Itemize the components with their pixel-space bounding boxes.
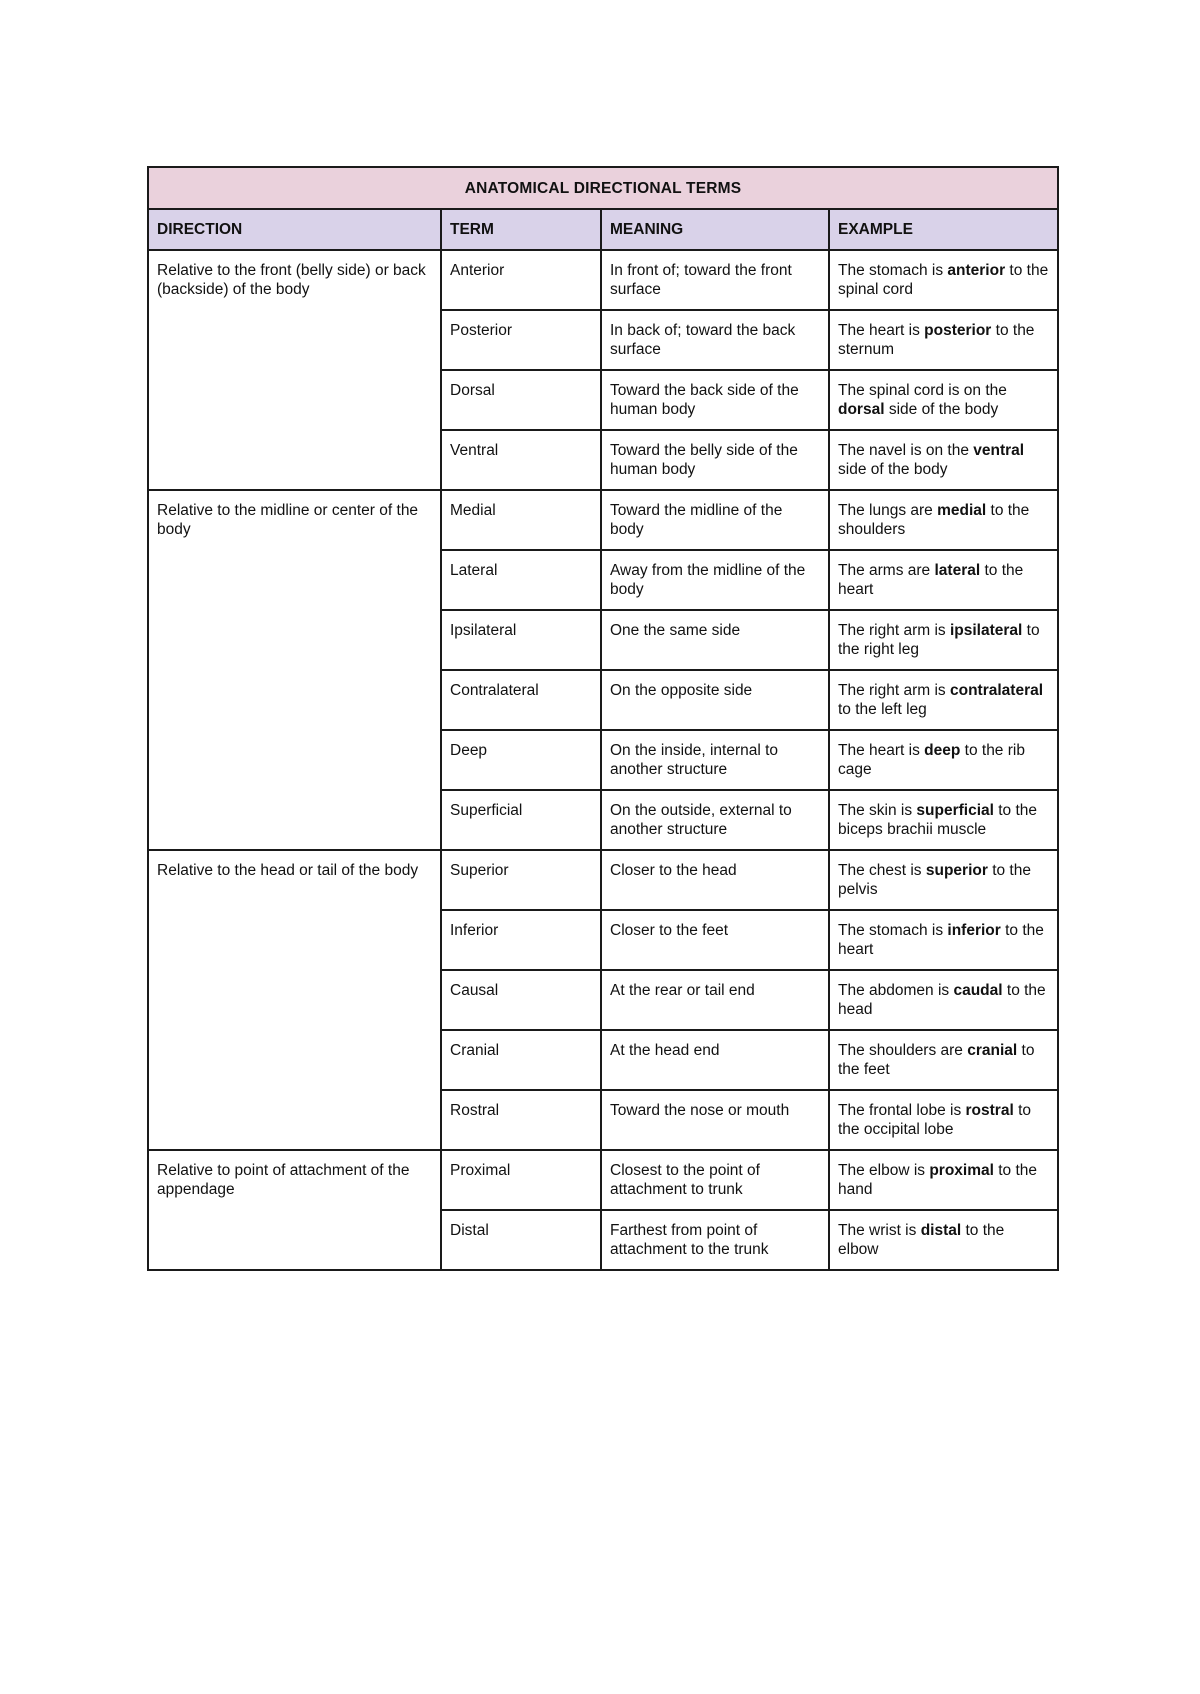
example-term-emphasis: dorsal (838, 401, 885, 418)
example-text: to the left leg (838, 701, 927, 718)
example-text: to the head (838, 982, 1046, 1018)
term-cell: Medial (441, 490, 601, 550)
example-cell (829, 550, 1058, 610)
example-text: to the right leg (838, 622, 1040, 658)
example-term-emphasis: rostral (965, 1102, 1014, 1119)
example-text: The stomach is (838, 922, 948, 939)
example-text: to the spinal cord (838, 262, 1049, 298)
meaning-cell: In back of; toward the back surface (601, 310, 829, 370)
direction-cell: Relative to the midline or center of the body (148, 490, 441, 850)
meaning-cell: One the same side (601, 610, 829, 670)
example-term-emphasis: anterior (947, 262, 1006, 279)
example-cell (829, 1030, 1058, 1090)
column-header-meaning: MEANING (601, 209, 829, 250)
meaning-cell: At the rear or tail end (601, 970, 829, 1030)
example-text: to the occipital lobe (838, 1102, 1031, 1138)
example-cell (829, 1090, 1058, 1150)
table-row (148, 490, 1058, 550)
example-cell (829, 490, 1058, 550)
example-text: to the sternum (838, 322, 1035, 358)
example-text: to the biceps brachii muscle (838, 802, 1038, 838)
meaning-cell: Closest to the point of attachment to trunk (601, 1150, 829, 1210)
column-header-term: TERM (441, 209, 601, 250)
example-term-emphasis: lateral (934, 562, 981, 579)
example-text: to the hand (838, 1162, 1038, 1198)
example-text: to the rib cage (838, 742, 1025, 778)
example-text: side of the body (884, 401, 999, 418)
example-text: The right arm is (838, 682, 950, 699)
example-cell (829, 850, 1058, 910)
meaning-cell: Farthest from point of attachment to the trunk (601, 1210, 829, 1270)
example-text: The right arm is (838, 622, 950, 639)
example-text: side of the body (838, 461, 948, 478)
example-cell (829, 1210, 1058, 1270)
term-cell: Lateral (441, 550, 601, 610)
example-cell (829, 310, 1058, 370)
example-term-emphasis: posterior (924, 322, 992, 339)
term-cell: Posterior (441, 310, 601, 370)
example-term-emphasis: superficial (916, 802, 994, 819)
example-term-emphasis: ipsilateral (949, 622, 1023, 639)
example-term-emphasis: contralateral (949, 682, 1044, 699)
meaning-cell: Closer to the head (601, 850, 829, 910)
example-text: The chest is (838, 862, 926, 879)
term-cell: Ventral (441, 430, 601, 490)
example-text: to the heart (838, 922, 1044, 958)
column-header-example: EXAMPLE (829, 209, 1058, 250)
meaning-cell: Toward the midline of the body (601, 490, 829, 550)
example-cell (829, 790, 1058, 850)
example-text: The arms are (838, 562, 935, 579)
example-text: The heart is (838, 322, 925, 339)
term-cell: Rostral (441, 1090, 601, 1150)
direction-cell: Relative to point of attachment of the appendage (148, 1150, 441, 1270)
meaning-cell: Toward the nose or mouth (601, 1090, 829, 1150)
term-cell: Proximal (441, 1150, 601, 1210)
direction-cell: Relative to the head or tail of the body (148, 850, 441, 1150)
example-term-emphasis: cranial (967, 1042, 1018, 1059)
example-term-emphasis: caudal (953, 982, 1003, 999)
direction-cell: Relative to the front (belly side) or back (backside) of the body (148, 250, 441, 490)
example-text: The stomach is (838, 262, 948, 279)
example-term-emphasis: deep (924, 742, 961, 759)
example-cell (829, 910, 1058, 970)
example-cell (829, 730, 1058, 790)
term-cell: Dorsal (441, 370, 601, 430)
meaning-cell: On the opposite side (601, 670, 829, 730)
term-cell: Anterior (441, 250, 601, 310)
example-text: The shoulders are (838, 1042, 968, 1059)
term-cell: Ipsilateral (441, 610, 601, 670)
table-row (148, 250, 1058, 310)
term-cell: Causal (441, 970, 601, 1030)
meaning-cell: Away from the midline of the body (601, 550, 829, 610)
term-cell: Inferior (441, 910, 601, 970)
table-title: ANATOMICAL DIRECTIONAL TERMS (148, 167, 1058, 209)
example-term-emphasis: superior (925, 862, 988, 879)
term-cell: Cranial (441, 1030, 601, 1090)
example-text: to the elbow (838, 1222, 1005, 1258)
term-cell: Superficial (441, 790, 601, 850)
example-text: The wrist is (838, 1222, 921, 1239)
example-text: The spinal cord is on the (838, 382, 1007, 399)
example-term-emphasis: inferior (947, 922, 1001, 939)
example-cell (829, 430, 1058, 490)
example-text: The frontal lobe is (838, 1102, 966, 1119)
meaning-cell: At the head end (601, 1030, 829, 1090)
example-text: to the heart (838, 562, 1024, 598)
term-cell: Superior (441, 850, 601, 910)
example-text: to the pelvis (838, 862, 1031, 898)
example-cell (829, 970, 1058, 1030)
table-row (148, 1150, 1058, 1210)
meaning-cell: Toward the back side of the human body (601, 370, 829, 430)
example-text: The elbow is (838, 1162, 930, 1179)
example-cell (829, 670, 1058, 730)
example-text: The abdomen is (838, 982, 954, 999)
table-body (148, 250, 1058, 1270)
example-term-emphasis: distal (920, 1222, 962, 1239)
example-text: The lungs are (838, 502, 938, 519)
meaning-cell: In front of; toward the front surface (601, 250, 829, 310)
example-cell (829, 370, 1058, 430)
example-cell (829, 250, 1058, 310)
term-cell: Deep (441, 730, 601, 790)
example-term-emphasis: medial (937, 502, 987, 519)
example-term-emphasis: proximal (929, 1162, 994, 1179)
table-row (148, 850, 1058, 910)
example-cell (829, 1150, 1058, 1210)
directional-terms-table (147, 166, 1059, 1271)
term-cell: Contralateral (441, 670, 601, 730)
column-header-direction: DIRECTION (148, 209, 441, 250)
meaning-cell: Closer to the feet (601, 910, 829, 970)
meaning-cell: On the inside, internal to another structure (601, 730, 829, 790)
meaning-cell: Toward the belly side of the human body (601, 430, 829, 490)
example-text: to the shoulders (838, 502, 1030, 538)
example-text: The skin is (838, 802, 917, 819)
example-term-emphasis: ventral (973, 442, 1025, 459)
term-cell: Distal (441, 1210, 601, 1270)
example-text: The heart is (838, 742, 925, 759)
example-cell (829, 610, 1058, 670)
example-text: The navel is on the (838, 442, 974, 459)
example-text: to the feet (838, 1042, 1035, 1078)
meaning-cell: On the outside, external to another structure (601, 790, 829, 850)
